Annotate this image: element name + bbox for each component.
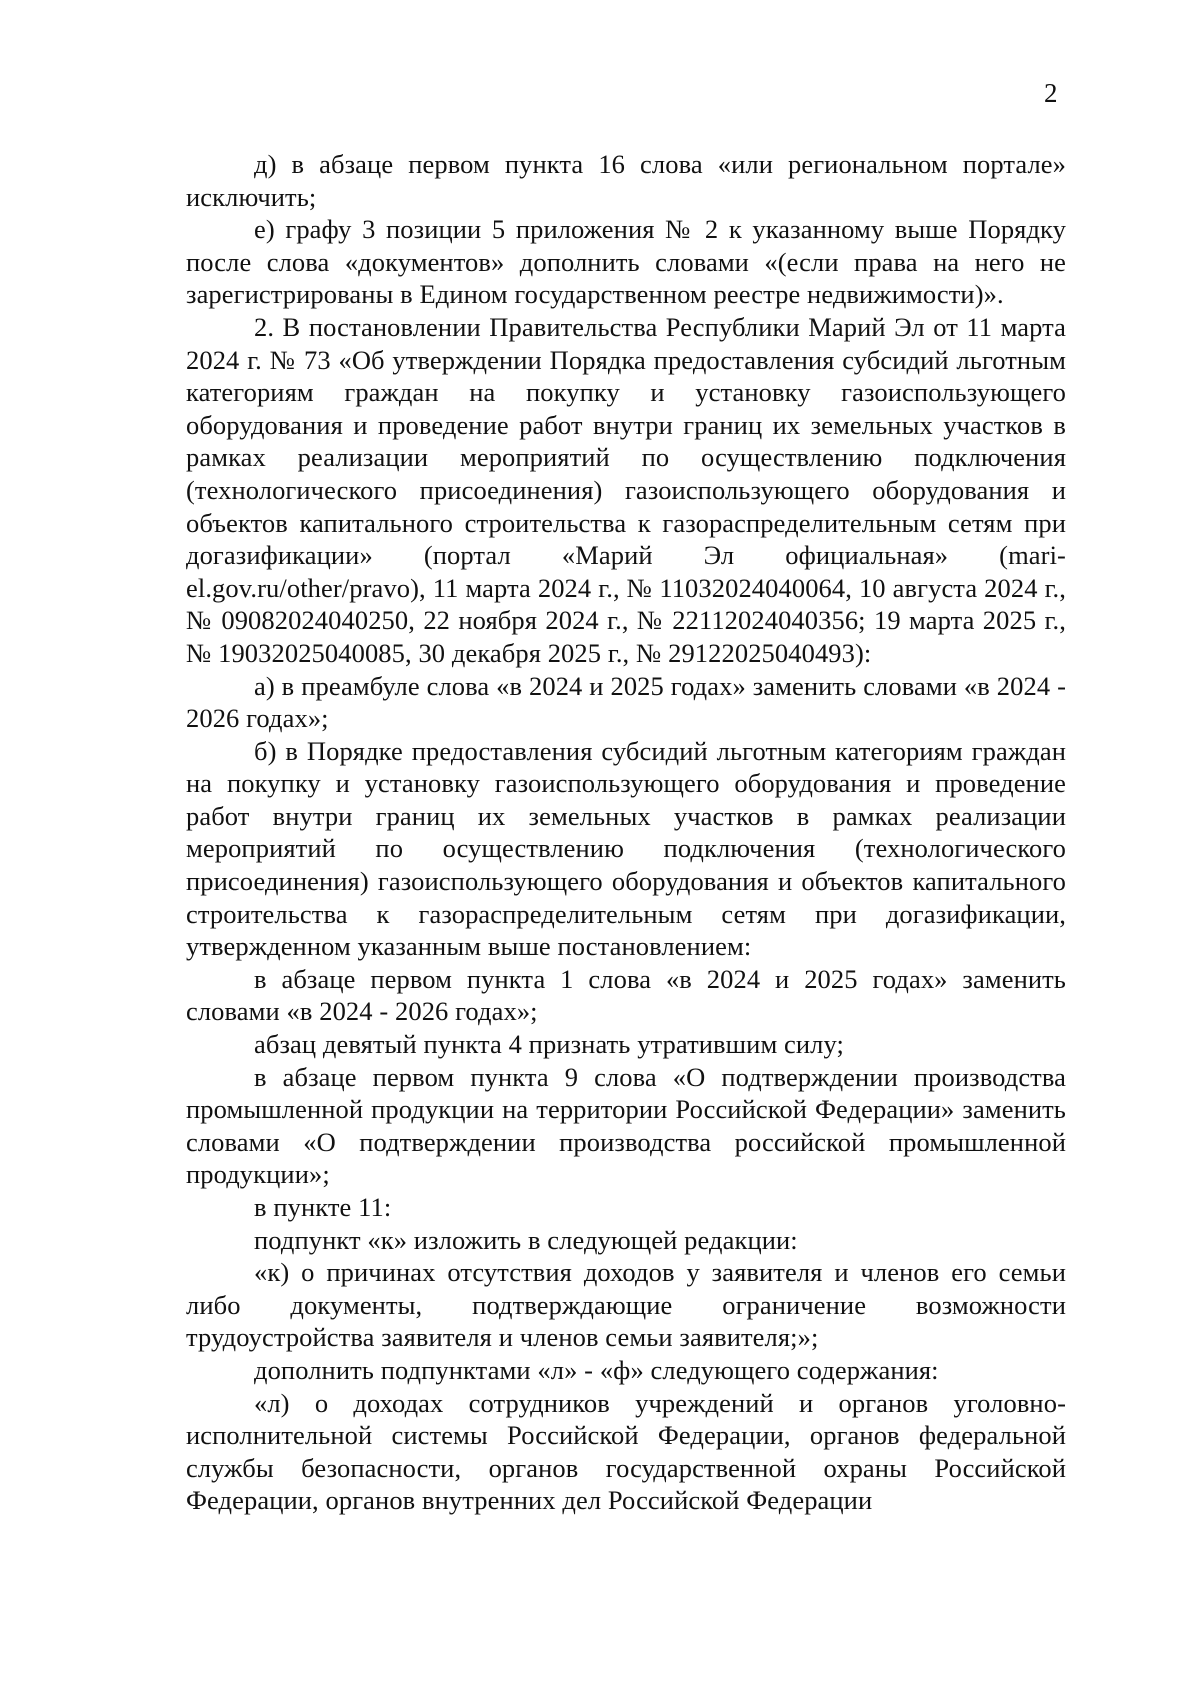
paragraph-point-1-change: в абзаце первом пункта 1 слова «в 2024 и 2025 годах» заменить словами «в 2024 - 2026 годах»; — [186, 963, 1066, 1027]
paragraph-subpoints-l-f-intro: дополнить подпунктами «л» - «ф» следующего содержания: — [254, 1354, 939, 1385]
paragraph-point-9-change: в абзаце первом пункта 9 слова «О подтверждении производства промышленной продукции на территории Российской Федерации» заменить словами «О подтверждении производства российской промышленной продукции»; — [186, 1061, 1066, 1190]
paragraph-section-2: 2. В постановлении Правительства Республики Марий Эл от 11 марта 2024 г. № 73 «Об утверждении Порядка предоставления субсидий льготным категориям граждан на покупку и установку газоиспользующего оборудования и проведение работ внутри границ их земельных участков в рамках реализации мероприятий по осуществлению подключения (технологического присоединения) газоиспользующего оборудования и объектов капитального строительства к газораспределительным сетям при догазификации» (портал «Марий Эл официальная» (mari-el.gov.ru/other/pravo), 11 марта 2024 г., № 11032024040064, 10 августа 2024 г., № 09082024040250, 22 ноября 2024 г., № 22112024040356; 19 марта 2025 г., № 19032025040085, 30 декабря 2025 г., № 29122025040493): — [186, 311, 1066, 668]
paragraph-item-b: б) в Порядке предоставления субсидий льготным категориям граждан на покупку и установку газоиспользующего оборудования и проведение работ внутри границ их земельных участков в рамках реализации мероприятий по осуществлению подключения (технологического присоединения) газоиспользующего оборудования и объектов капитального строительства к газораспределительным сетям при догазификации, утвержденном указанным выше постановлением: — [186, 735, 1066, 962]
paragraph-item-d: д) в абзаце первом пункта 16 слова «или региональном портале» исключить; — [186, 149, 1066, 212]
paragraph-subpoint-k-intro: подпункт «к» изложить в следующей редакции: — [254, 1224, 798, 1255]
document-body — [186, 148, 1066, 1517]
paragraph-subpoint-k-text: «к) о причинах отсутствия доходов у заявителя и членов его семьи либо документы, подтверждающие ограничение возможности трудоустройства заявителя и членов семьи заявителя;»; — [186, 1257, 1066, 1353]
page-number: 2 — [1044, 78, 1058, 108]
paragraph-point-4-change: абзац девятый пункта 4 признать утратившим силу; — [254, 1029, 844, 1060]
paragraph-item-a: а) в преамбуле слова «в 2024 и 2025 годах» заменить словами «в 2024 - 2026 годах»; — [186, 670, 1066, 734]
paragraph-point-11-heading: в пункте 11: — [254, 1192, 392, 1222]
paragraph-item-e: е) графу 3 позиции 5 приложения № 2 к указанному выше Порядку после слова «документов» дополнить словами «(если права на него не зарегистрированы в Едином государственном реестре недвижимости)». — [186, 214, 1066, 310]
paragraph-subpoint-l-text: «л) о доходах сотрудников учреждений и органов уголовно-исполнительной системы Российской Федерации, органов федеральной службы безопасности, органов государственной охраны Российской Федерации, органов внутренних дел Российской Федерации — [186, 1387, 1066, 1516]
